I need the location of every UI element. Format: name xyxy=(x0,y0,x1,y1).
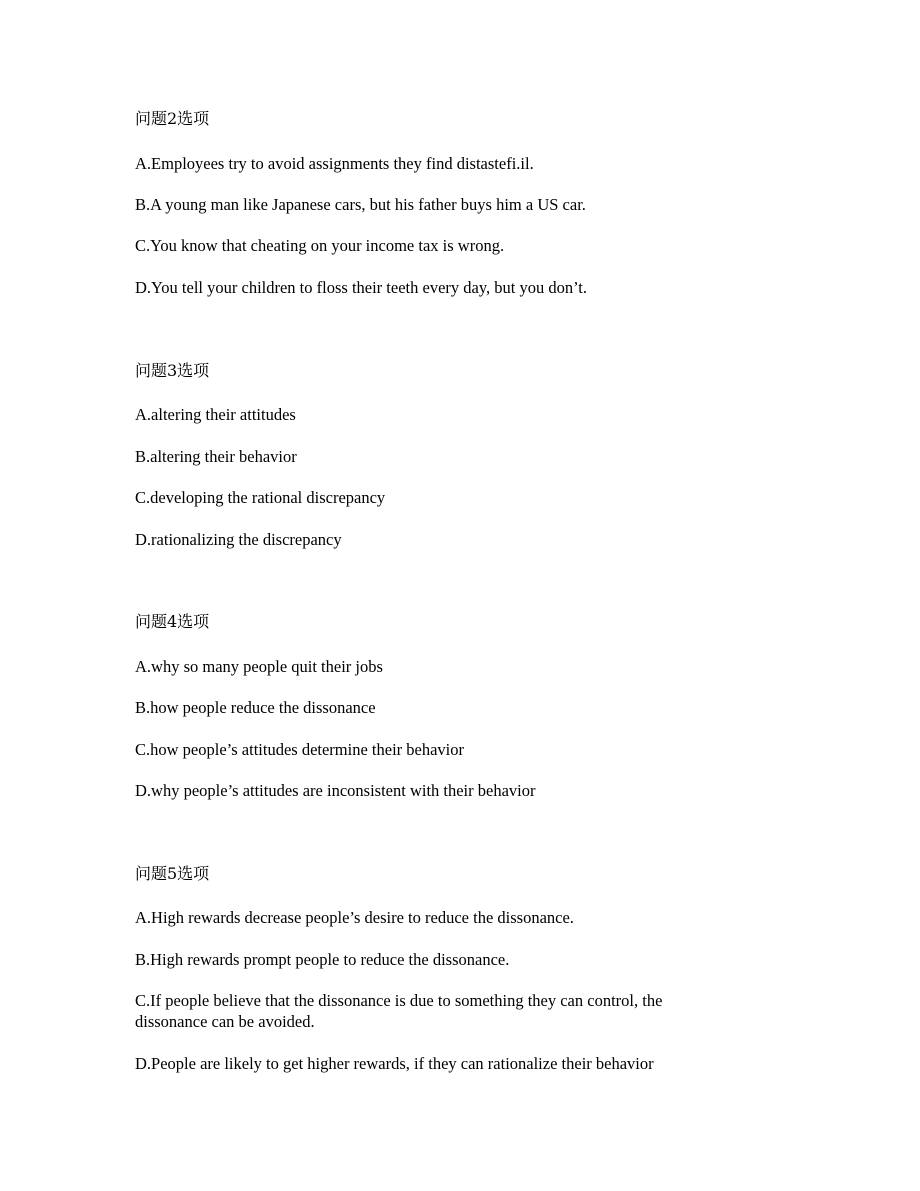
question-3-option-a: A.altering their attitudes xyxy=(135,405,296,424)
question-3-option-d: D.rationalizing the discrepancy xyxy=(135,530,342,549)
question-2-heading: 问题2选项 xyxy=(135,109,210,128)
question-4-option-d: D.why people’s attitudes are inconsistent with their behavior xyxy=(135,781,536,800)
question-4-heading: 问题4选项 xyxy=(135,612,210,631)
question-2-option-b: B.A young man like Japanese cars, but his father buys him a US car. xyxy=(135,195,586,214)
question-5-heading: 问题5选项 xyxy=(135,864,210,883)
question-4-option-c: C.how people’s attitudes determine their behavior xyxy=(135,740,464,759)
question-2-option-c: C.You know that cheating on your income tax is wrong. xyxy=(135,236,505,255)
question-2-option-a: A.Employees try to avoid assignments they find distastefi.il. xyxy=(135,154,534,173)
question-5-option-c: C.If people believe that the dissonance is due to something they can control, the dissonance can be avoided. xyxy=(135,991,663,1031)
question-4-option-b: B.how people reduce the dissonance xyxy=(135,698,376,717)
question-2-option-d: D.You tell your children to floss their teeth every day, but you don’t. xyxy=(135,278,588,297)
question-3-option-b: B.altering their behavior xyxy=(135,447,297,466)
question-5-option-d: D.People are likely to get higher rewards, if they can rationalize their behavior xyxy=(135,1054,654,1073)
question-4-option-a: A.why so many people quit their jobs xyxy=(135,657,383,676)
question-5-option-b: B.High rewards prompt people to reduce the dissonance. xyxy=(135,950,510,969)
question-3-option-c: C.developing the rational discrepancy xyxy=(135,488,386,507)
question-3-heading: 问题3选项 xyxy=(135,361,210,380)
question-5-option-a: A.High rewards decrease people’s desire to reduce the dissonance. xyxy=(135,908,574,927)
